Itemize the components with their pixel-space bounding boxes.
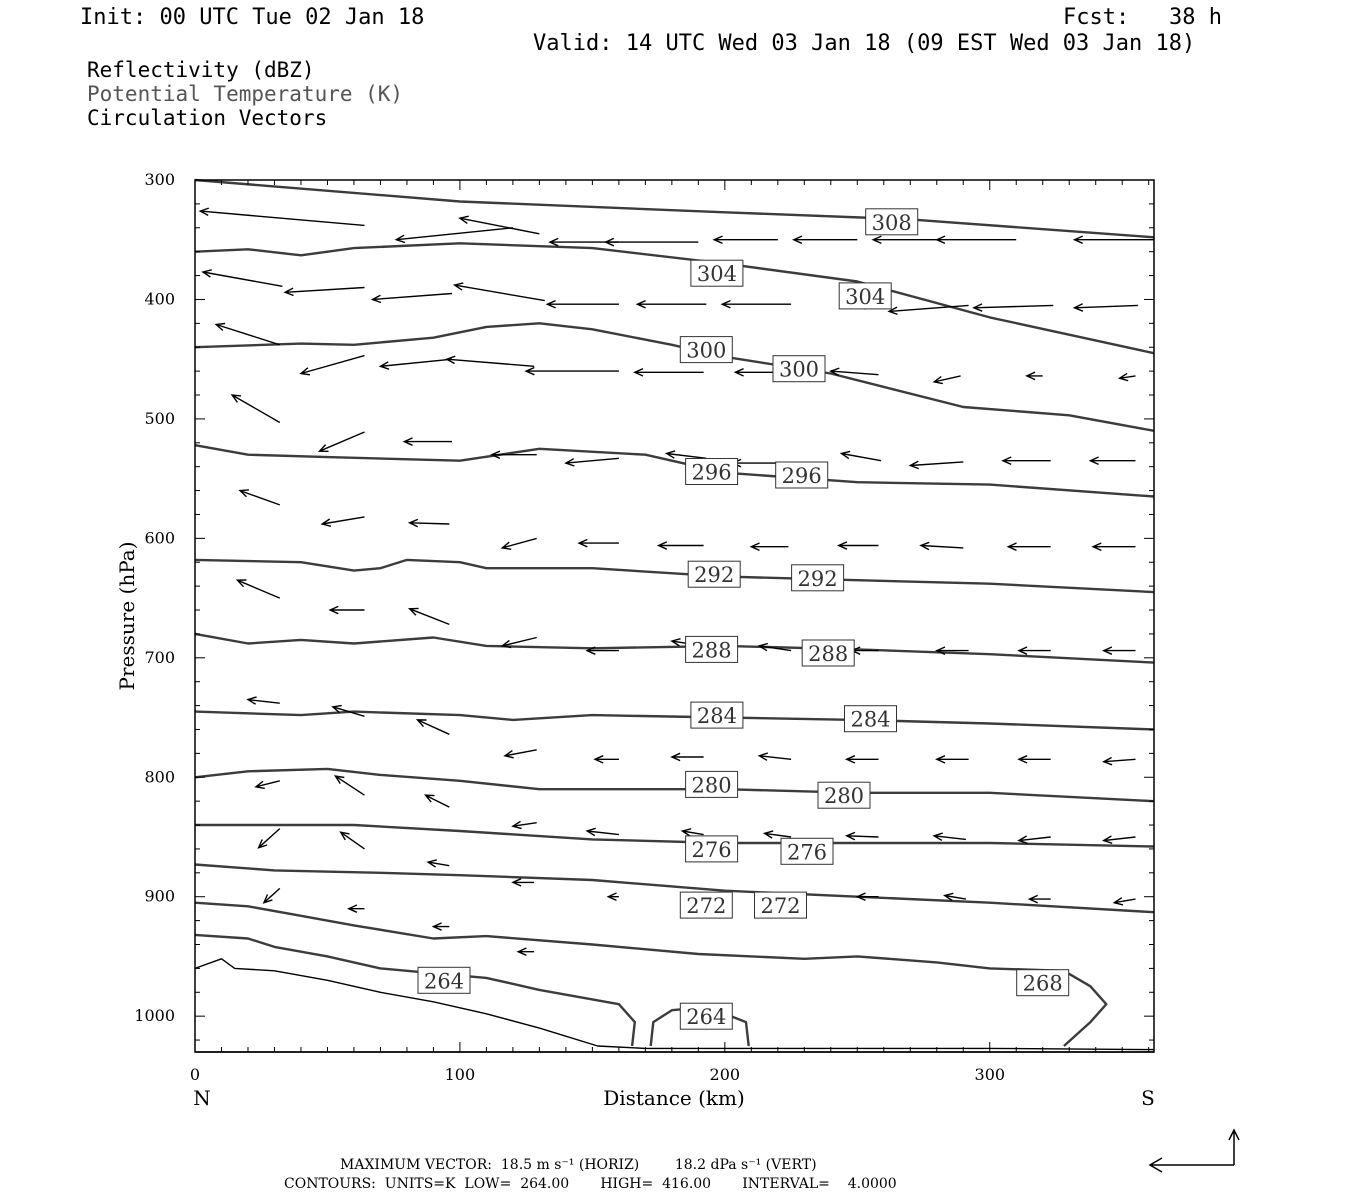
contour-label [686,771,738,797]
contour-info: CONTOURS: UNITS=K LOW= 264.00 HIGH= 416.00 INTERVAL= 4.0000 [284,1176,897,1192]
circulation-vector [974,304,1053,311]
circulation-vector [857,893,878,900]
circulation-vector [410,519,450,526]
circulation-vector [256,781,280,789]
legend-reflectivity: Reflectivity (dBZ) [87,58,315,82]
contour-line [195,712,1154,730]
circulation-vector [722,301,791,308]
circulation-vector [852,647,879,654]
x-end-label: S [1141,1086,1155,1110]
circulation-vector [667,451,707,458]
contour-label [691,260,743,286]
circulation-vector [335,776,364,795]
contour-lines [195,180,1154,1052]
contour-line [195,243,1154,353]
circulation-vector [433,923,449,930]
contour-label [686,636,738,662]
circulation-vector [889,305,969,314]
legend-circulation-vectors: Circulation Vectors [87,106,328,130]
circulation-vector [637,301,706,308]
circulation-vector [595,756,619,763]
circulation-vector [682,829,703,836]
circulation-vector [200,208,364,225]
circulation-vector [373,294,453,303]
circulation-vector [1104,836,1136,843]
circulation-vector [1090,457,1135,464]
circulation-vector [934,833,966,840]
circulation-vector [765,831,792,838]
circulation-vector [1019,647,1051,654]
valid-time: Valid: 14 UTC Wed 03 Jan 18 (09 EST Wed 03 Jan 18) [533,31,1196,56]
circulation-vector [1114,898,1135,905]
x-tick-label: 100 [444,1065,476,1084]
circulation-vector [396,228,513,243]
circulation-vector [635,369,704,376]
circulation-vector [455,283,545,301]
init-time: Init: 00 UTC Tue 02 Jan 18 [80,5,425,30]
circulation-vector [566,458,619,466]
svg-text:308: 308 [871,210,912,235]
x-tick-label: 200 [709,1065,741,1084]
svg-text:284: 284 [850,707,891,732]
circulation-vector [547,301,619,308]
contour-label [839,283,891,309]
circulation-vector [322,517,364,526]
svg-text:284: 284 [696,704,737,729]
circulation-vector [216,324,280,345]
contour-label [792,565,844,591]
svg-text:292: 292 [797,566,838,591]
circulation-vector [341,832,365,849]
circulation-vector [1093,543,1135,550]
circulation-vector [320,432,365,451]
contour-label [773,356,825,382]
circulation-vector [714,236,778,243]
circulation-vector [794,236,858,243]
svg-text:288: 288 [691,638,732,663]
circulation-vector [428,860,449,867]
contour-line [195,959,1154,1050]
y-tick-label: 400 [144,289,175,309]
contour-label [691,702,743,728]
circulation-vector [839,542,879,549]
circulation-vector [526,368,619,375]
circulation-vector [1030,895,1051,902]
circulation-vector [587,828,619,835]
circulation-vector [232,395,280,423]
circulation-vector [873,236,937,243]
circulation-vector [259,829,280,848]
y-tick-label: 300 [144,170,175,189]
svg-text:280: 280 [823,784,865,809]
circulation-vector [285,288,364,296]
contour-line [195,323,1154,431]
circulation-vector [934,376,961,384]
svg-text:300: 300 [778,357,820,382]
circulation-vector [608,893,619,900]
svg-text:272: 272 [686,894,727,919]
svg-text:304: 304 [845,284,886,309]
circulation-vector [921,542,963,549]
contour-line [195,180,1154,237]
contour-label [776,462,828,488]
x-axis-ticks [190,180,1149,1084]
contour-label [418,967,470,993]
circulation-vector [606,238,699,245]
circulation-vector [237,580,279,598]
circulation-vector [759,753,791,760]
circulation-vector [349,905,365,912]
circulation-vector [248,697,280,704]
svg-text:280: 280 [691,773,732,798]
svg-text:276: 276 [691,837,732,862]
circulation-vector [937,756,969,763]
circulation-vector [518,948,534,955]
circulation-vector [513,879,534,886]
circulation-vector [240,490,280,505]
x-tick-label: 0 [189,1065,201,1084]
svg-text:296: 296 [781,464,822,488]
circulation-vector [447,356,534,366]
y-tick-label: 500 [144,408,175,428]
svg-text:296: 296 [691,460,732,485]
x-axis-label: Distance (km) [603,1086,745,1110]
contour-label [755,892,807,918]
contour-label [686,836,738,862]
contour-label [680,1003,732,1029]
forecast-hour: Fcst: 38 h [1063,5,1222,30]
svg-text:264: 264 [686,1005,727,1030]
circulation-vector [1120,373,1136,380]
circulation-vector [1019,756,1051,763]
contour-label [781,838,833,864]
contour-line [195,935,635,1046]
contour-line [195,825,1154,847]
circulation-vector [426,795,450,807]
y-tick-label: 700 [144,647,175,667]
circulation-vector [203,270,283,287]
circulation-vector [579,540,619,547]
circulation-vector [460,216,540,234]
circulation-vector [945,893,966,900]
contour-label [1017,970,1069,996]
svg-text:264: 264 [423,969,465,994]
contour-line [195,865,1154,913]
circulation-vector [418,720,450,734]
contour-labels [418,209,1069,1029]
circulation-vector [1104,758,1136,765]
contour-line [195,634,1154,663]
circulation-vector [847,756,879,763]
circulation-vector [404,438,452,445]
circulation-vector [330,606,364,613]
circulation-vector [1075,304,1139,311]
contour-label [818,782,870,808]
circulation-vector [847,832,879,839]
max-vector-note: MAXIMUM VECTOR: 18.5 m s⁻¹ (HORIZ) 18.2 dPa s⁻¹ (VERT) [340,1157,817,1173]
circulation-vector [1003,457,1051,464]
contour-line [195,560,1154,592]
contour-label [866,209,918,235]
svg-text:276: 276 [786,840,828,865]
circulation-vector [301,356,365,375]
circulation-vector [264,888,280,902]
contour-label [686,459,738,485]
circulation-vector [1104,647,1136,654]
circulation-vector [910,461,963,468]
y-tick-label: 900 [144,886,175,906]
y-tick-label: 600 [144,528,175,548]
circulation-vector [502,538,536,549]
circulation-vector [380,359,452,369]
svg-text:268: 268 [1022,971,1063,996]
circulation-vector [751,543,788,550]
circulation-vector [831,368,879,375]
contour-line [195,445,1154,496]
contour-line [195,903,1106,1046]
contour-label [680,892,732,918]
circulation-vector [505,750,537,758]
contour-label [688,561,740,587]
y-tick-label: 800 [144,767,175,787]
circulation-vector [1019,836,1051,843]
circulation-vector [659,542,704,549]
x-tick-label: 300 [974,1065,1006,1084]
svg-text:304: 304 [696,262,737,287]
circulation-vector [1008,543,1050,550]
svg-text:300: 300 [686,338,727,363]
svg-text:272: 272 [760,894,801,919]
circulation-vector [841,451,881,460]
y-axis-label: Pressure (hPa) [115,541,139,691]
circulation-vector [513,821,537,828]
circulation-vector [937,236,1016,243]
circulation-vector [550,238,619,245]
contour-label [680,337,732,363]
circulation-vector [410,608,450,624]
legend-potential-temperature: Potential Temperature (K) [87,82,404,106]
plot-frame [195,180,1154,1052]
contour-label [802,640,854,666]
circulation-vector [672,753,704,760]
x-start-label: N [193,1086,211,1110]
svg-text:288: 288 [808,642,849,666]
contour-line [195,769,1154,801]
y-tick-label: 1000 [134,1006,175,1026]
circulation-vector [1027,372,1043,379]
contour-label [845,706,897,732]
reference-vector-icon [1150,1130,1239,1172]
svg-text:292: 292 [694,563,735,588]
